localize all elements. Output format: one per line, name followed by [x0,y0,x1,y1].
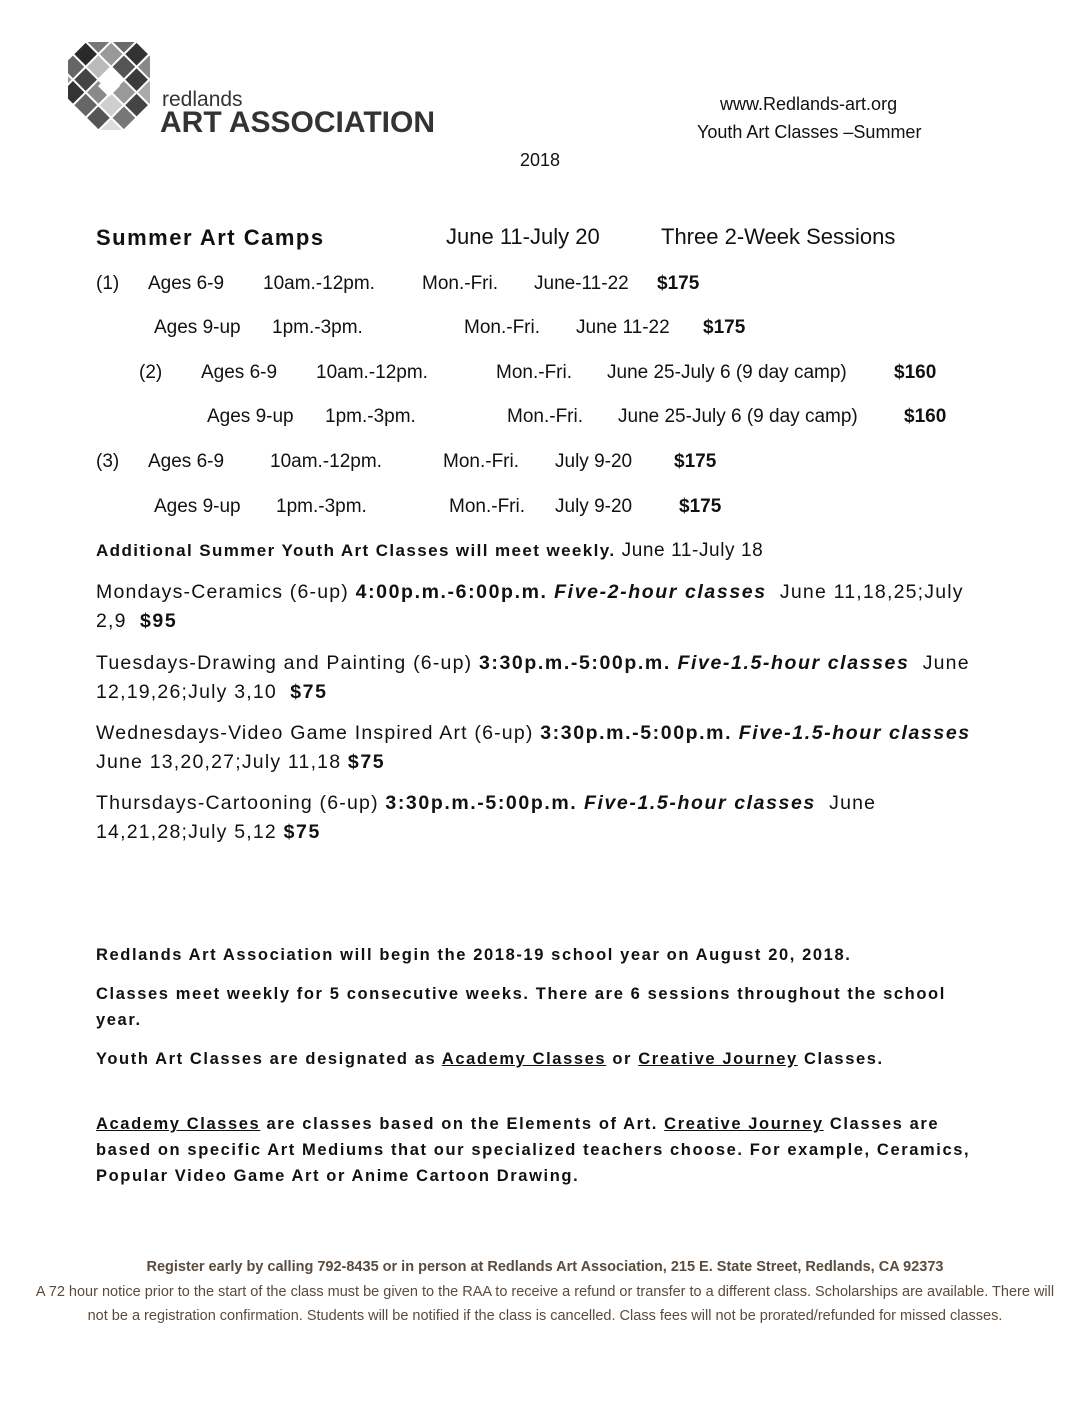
dates: June 25-July 6 (9 day camp) [607,362,847,383]
class-count: Five-1.5-hour classes [677,652,910,674]
price: $160 [904,406,947,427]
camps-dates: June 11-July 20 [446,224,600,249]
time: 1pm.-3pm. [325,406,416,427]
class-time: 3:30p.m.-5:00p.m. [385,792,578,814]
time: 1pm.-3pm. [276,496,367,517]
creative-journey-link[interactable]: Creative Journey [664,1115,824,1133]
website-url: www.Redlands-art.org [720,94,898,114]
creative-journey-link[interactable]: Creative Journey [638,1050,798,1068]
weekly-intro-bold: Additional Summer Youth Art Classes will meet weekly. [96,541,616,560]
days: Mon.-Fri. [464,317,540,338]
days: Mon.-Fri. [422,273,498,294]
ages: Ages 6-9 [201,362,278,383]
price: $160 [894,362,937,383]
sessions-info: Classes meet weekly for 5 consecutive weeks. There are 6 sessions throughout the school year. [96,985,946,1029]
price: $175 [703,317,746,338]
document-year: 2018 [520,150,561,170]
ages: Ages 9-up [207,406,294,427]
session-number: (1) [96,273,120,294]
weekly-intro-dates: June 11-July 18 [621,540,764,561]
creative-definition: Classes are based on specific Art Mediums that our specialized teachers choose. For example, Ceramics, Popular Video Game Art or Anime Cartoon Drawing. [96,1115,971,1185]
class-count: Five-2-hour classes [554,581,767,603]
logo-small-text: redlands [162,88,243,111]
weekly-intro [96,540,763,562]
academy-definition: are classes based on the Elements of Art. [266,1115,658,1133]
designation-end: Classes. [803,1050,884,1068]
class-count: Five-1.5-hour classes [738,722,971,744]
ages: Ages 6-9 [148,451,225,472]
class-price: $75 [283,821,321,843]
refund-policy: A 72 hour notice prior to the start of the class must be given to the RAA to receive a refund or transfer to a different class. Scholarships are available. There will not be a registration confirmation. Students will be notified if the class is cancelled. Class fees will not be prorated/refunded for missed classes. [35,1284,1055,1324]
session-number: (3) [96,451,120,472]
school-year-start: Redlands Art Association will begin the 2018-19 school year on August 20, 2018. [96,946,852,964]
logo-main-text: ART ASSOCIATION [160,106,435,139]
class-definitions [96,1111,996,1189]
class-name: Thursdays-Cartooning (6-up) [96,792,379,814]
class-name: Wednesdays-Video Game Inspired Art (6-up) [96,722,534,744]
price: $175 [674,451,717,472]
class-dates: June 14,21,28;July 5,12 [96,792,877,843]
class-count: Five-1.5-hour classes [583,792,816,814]
camps-title: Summer Art Camps [96,225,325,250]
time: 1pm.-3pm. [272,317,363,338]
price: $175 [679,496,722,517]
time: 10am.-12pm. [316,362,428,383]
class-price: $75 [347,751,386,773]
dates: June-11-22 [534,273,629,294]
association-logo [68,42,150,130]
class-designation [96,1046,996,1072]
or-text: or [612,1050,633,1068]
register-info: Register early by calling 792-8435 or in person at Redlands Art Association, 215 E. State Street, Redlands, CA 92373 [146,1259,944,1275]
dates: July 9-20 [555,496,633,517]
days: Mon.-Fri. [449,496,525,517]
time: 10am.-12pm. [270,451,382,472]
days: Mon.-Fri. [496,362,572,383]
dates: June 11-22 [576,317,670,338]
class-price: $75 [290,681,328,703]
camps-sessions: Three 2-Week Sessions [661,224,896,249]
class-thursday [96,789,996,847]
class-dates: June 13,20,27;July 11,18 [96,751,342,773]
academy-classes-link[interactable]: Academy Classes [96,1115,261,1133]
class-monday [96,578,996,636]
document-subtitle: Youth Art Classes –Summer [697,122,922,142]
ages: Ages 6-9 [148,273,225,294]
class-wednesday [96,719,996,777]
class-dates: June 12,19,26;July 3,10 [96,652,970,703]
dates: June 25-July 6 (9 day camp) [618,406,858,427]
academy-classes-link[interactable]: Academy Classes [441,1050,607,1068]
ages: Ages 9-up [154,317,241,338]
days: Mon.-Fri. [507,406,583,427]
ages: Ages 9-up [154,496,241,517]
class-name: Tuesdays-Drawing and Painting (6-up) [96,652,473,674]
class-tuesday [96,649,996,707]
session-number: (2) [139,362,163,383]
designation-text: Youth Art Classes are designated as [96,1050,437,1068]
time: 10am.-12pm. [263,273,375,294]
class-time: 3:30p.m.-5:00p.m. [478,652,671,674]
class-time: 4:00p.m.-6:00p.m. [355,581,548,603]
price: $175 [657,273,700,294]
class-dates: June 11,18,25;July 2,9 [96,581,964,632]
class-name: Mondays-Ceramics (6-up) [96,581,349,603]
class-time: 3:30p.m.-5:00p.m. [540,722,733,744]
days: Mon.-Fri. [443,451,519,472]
dates: July 9-20 [555,451,633,472]
class-price: $95 [139,610,178,632]
